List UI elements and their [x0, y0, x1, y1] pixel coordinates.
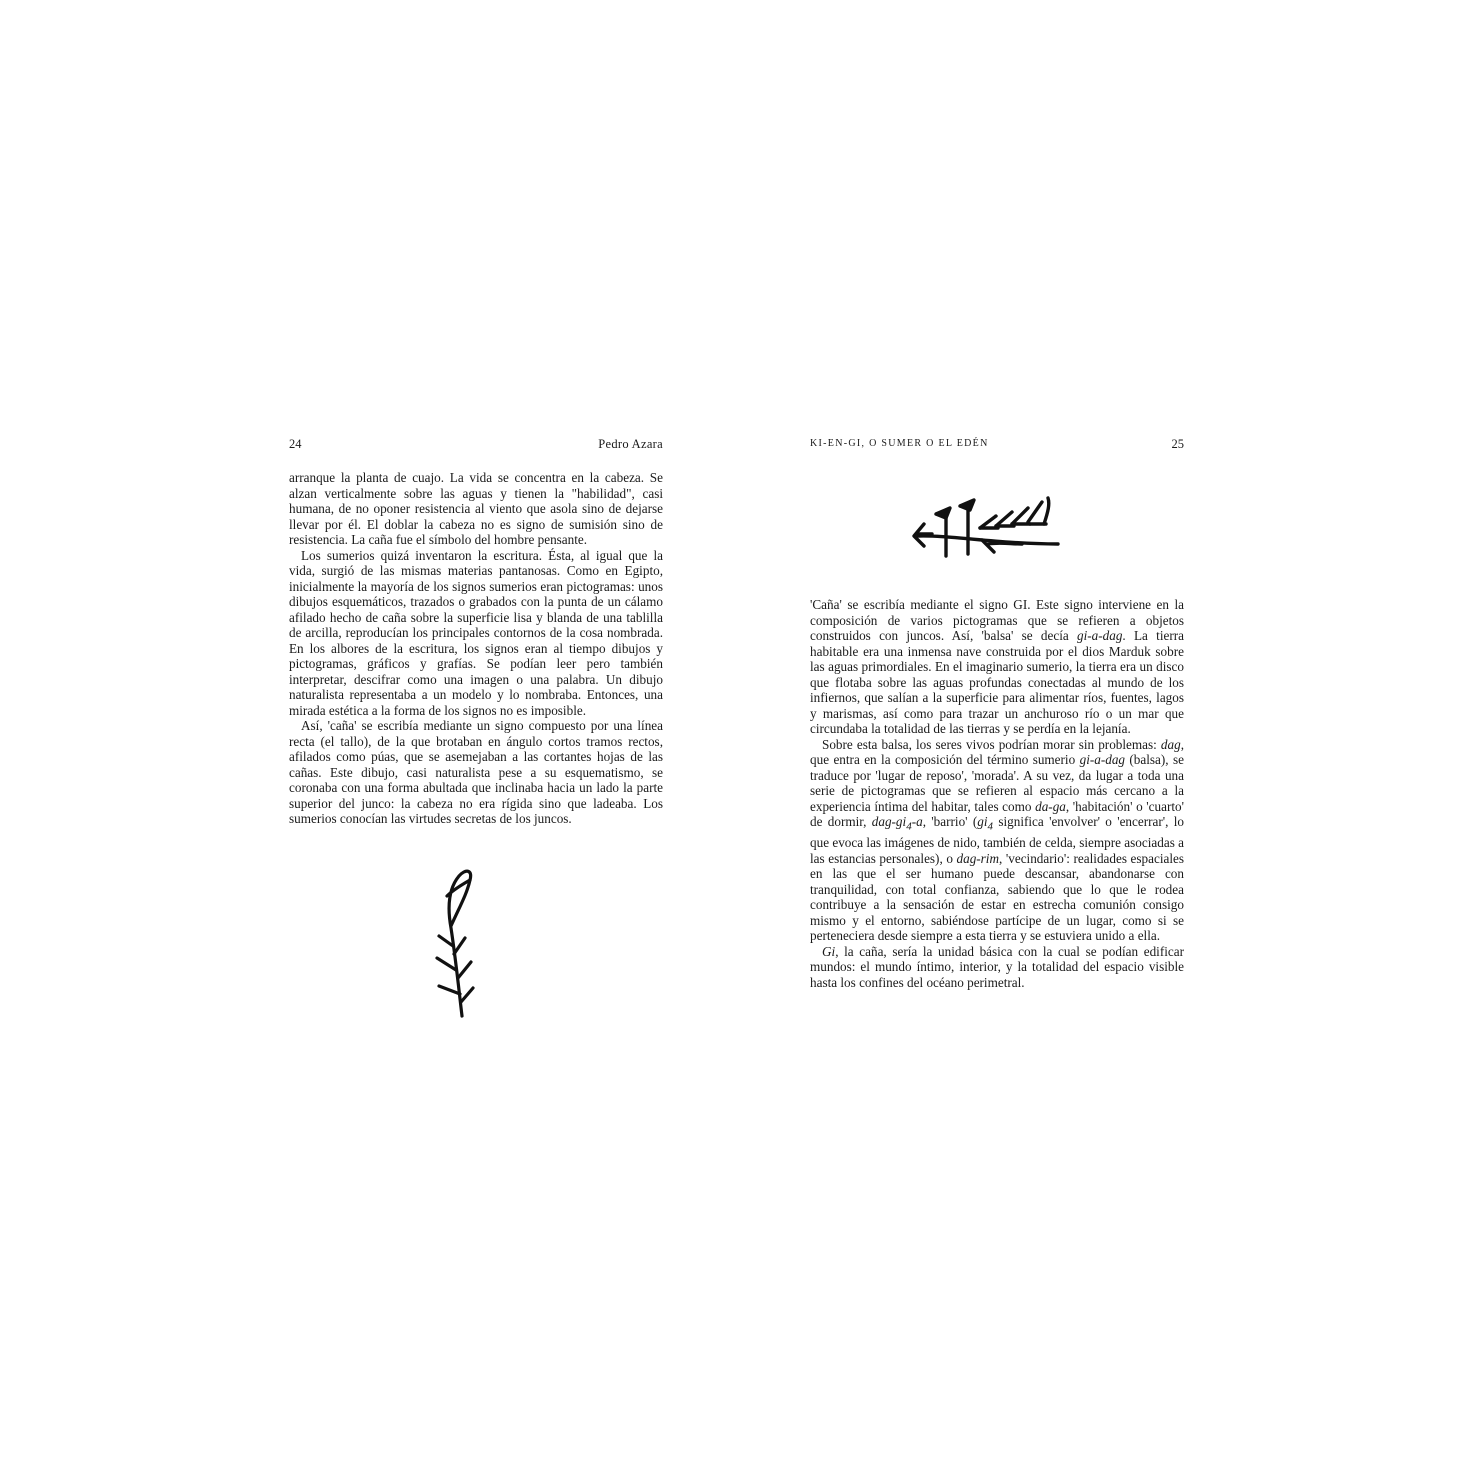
text-run: Sobre esta balsa, los seres vivos podrían morar sin problemas: — [822, 736, 1161, 752]
paragraph: Los sumerios quizá inventaron la escritura. Ésta, al igual que la vida, surgió de las mismas materias pantanosas. Como en Egipto, inicialmente la mayoría de los signos sumerios eran pictogramas: unos dibujos esquemáticos, trazados o grabados con la punta de un cálamo afilado hecho de caña sobre la superficie lisa y blanda de una tablilla de arcilla, reproducían los principales contornos de la cosa nombrada. En los albores de la escritura, los signos eran al tiempo dibujos y pictogramas, gráficos y grafías. Se podían leer pero también interpretar, descifrar como una imagen o una palabra. Un dibujo naturalista representaba a un modelo y lo nombraba. Entonces, una mirada estética a la forma de los signos no es imposible. — [289, 547, 663, 718]
sumerian-term: da-ga — [1035, 798, 1066, 814]
sumerian-term: gi-a-dag — [1077, 628, 1123, 643]
paragraph — [810, 737, 1184, 944]
text-run: , 'vecindario': realidades espaciales en las que el ser humano puede descansar, abandonarse con tranquilidad, con total confianza, sabiendo que lo que le rodea contribuye a la sensación de estar en estrecha comunión consigo mismo y el entorno, sabiéndose partícipe de un lugar, como si se perteneciera desde siempre a esta tierra y se estuviera unido a ella. — [810, 850, 1184, 944]
sumerian-term — [871, 814, 923, 833]
text-run: , la caña, sería la unidad básica con la cual se podían edificar mundos: el mundo íntimo, interior, y la totalidad del espacio visible hasta los confines del océano perimetral. — [810, 943, 1184, 990]
paragraph — [810, 597, 1184, 737]
left-running-head — [289, 436, 663, 452]
paragraph: arranque la planta de cuajo. La vida se concentra en la cabeza. Se alzan verticalmente sobre las aguas y tienen la "habilidad", casi humana, de no oponer resistencia al viento que asola sino de dejarse llevar por él. El doblar la cabeza no es signo de sumisión sino de resistencia. La caña fue el símbolo del hombre pensante. — [289, 470, 663, 547]
sumerian-term: dag — [1160, 736, 1181, 752]
right-body-text — [810, 597, 1184, 990]
subscript: 4 — [906, 820, 912, 833]
right-page — [810, 0, 1184, 1472]
text-run: significa 'envolver' o 'encerrar', lo que evoca las imágenes de nido, también de celda, siempre asociadas a las estancias personales), o — [810, 814, 1184, 866]
text-run: dag-gi — [871, 814, 907, 829]
sumerian-term: Gi — [822, 943, 836, 959]
right-running-head — [810, 436, 1184, 452]
text-run: (balsa), se traduce por 'lugar de reposo', 'morada'. A su vez, da lugar a toda una serie de pictogramas que se refieren al espacio más cercano a la experiencia íntima del habitar, tales como — [810, 752, 1184, 814]
reed-pictogram-illustration — [429, 866, 489, 1022]
text-run: , que entra en la composición del término sumerio — [810, 736, 1184, 767]
cuneiform-gi-sign-illustration — [910, 494, 1062, 564]
page-number-left: 24 — [289, 437, 302, 451]
chapter-title: KI-EN-GI, O SUMER O EL EDÉN — [810, 438, 989, 449]
text-run: , 'barrio' ( — [922, 814, 978, 829]
paragraph — [810, 944, 1184, 991]
subscript: 4 — [987, 820, 994, 833]
text-run: , 'habitación' o 'cuarto' de dormir, — [810, 798, 1184, 829]
text-run: -a — [911, 814, 923, 829]
text-run: . La tierra habitable era una inmensa nave construida por el dios Marduk sobre las aguas primordiales. En el imaginario sumerio, la tierra era un disco que flotaba sobre las aguas profundas conectadas al mundo de los infiernos, que salían a la superficie para alimentar ríos, fuentes, lagos y marismas, así como para trazar un anchuroso río o un mar que circundaba la totalidad de las tierras y se perdía en la lejanía. — [810, 628, 1184, 736]
sumerian-term — [977, 814, 994, 833]
page-number-right: 25 — [1171, 437, 1184, 451]
left-page — [289, 0, 663, 1472]
text-run: gi — [977, 814, 988, 829]
author-name: Pedro Azara — [598, 437, 663, 451]
sumerian-term: dag-rim — [956, 850, 999, 866]
left-body-text — [289, 470, 663, 827]
paragraph: Así, 'caña' se escribía mediante un signo compuesto por una línea recta (el tallo), de la que brotaban en ángulo cortos tramos rectos, afilados como púas, que se asemejaban a las cortantes hojas de las cañas. Este dibujo, casi naturalista pese a su esquematismo, se coronaba con una forma abultada que inclinaba hacia un lado la parte superior del junco: la cabeza no era rígida sino que ladeaba. Los sumerios conocían las virtudes secretas de los juncos. — [289, 718, 663, 826]
sumerian-term: gi-a-dag — [1079, 752, 1126, 767]
text-run: 'Caña' se escribía mediante el signo GI. Este signo interviene en la composición de varios pictogramas que se refieren a objetos construidos con juncos. Así, 'balsa' se decía — [810, 597, 1184, 643]
